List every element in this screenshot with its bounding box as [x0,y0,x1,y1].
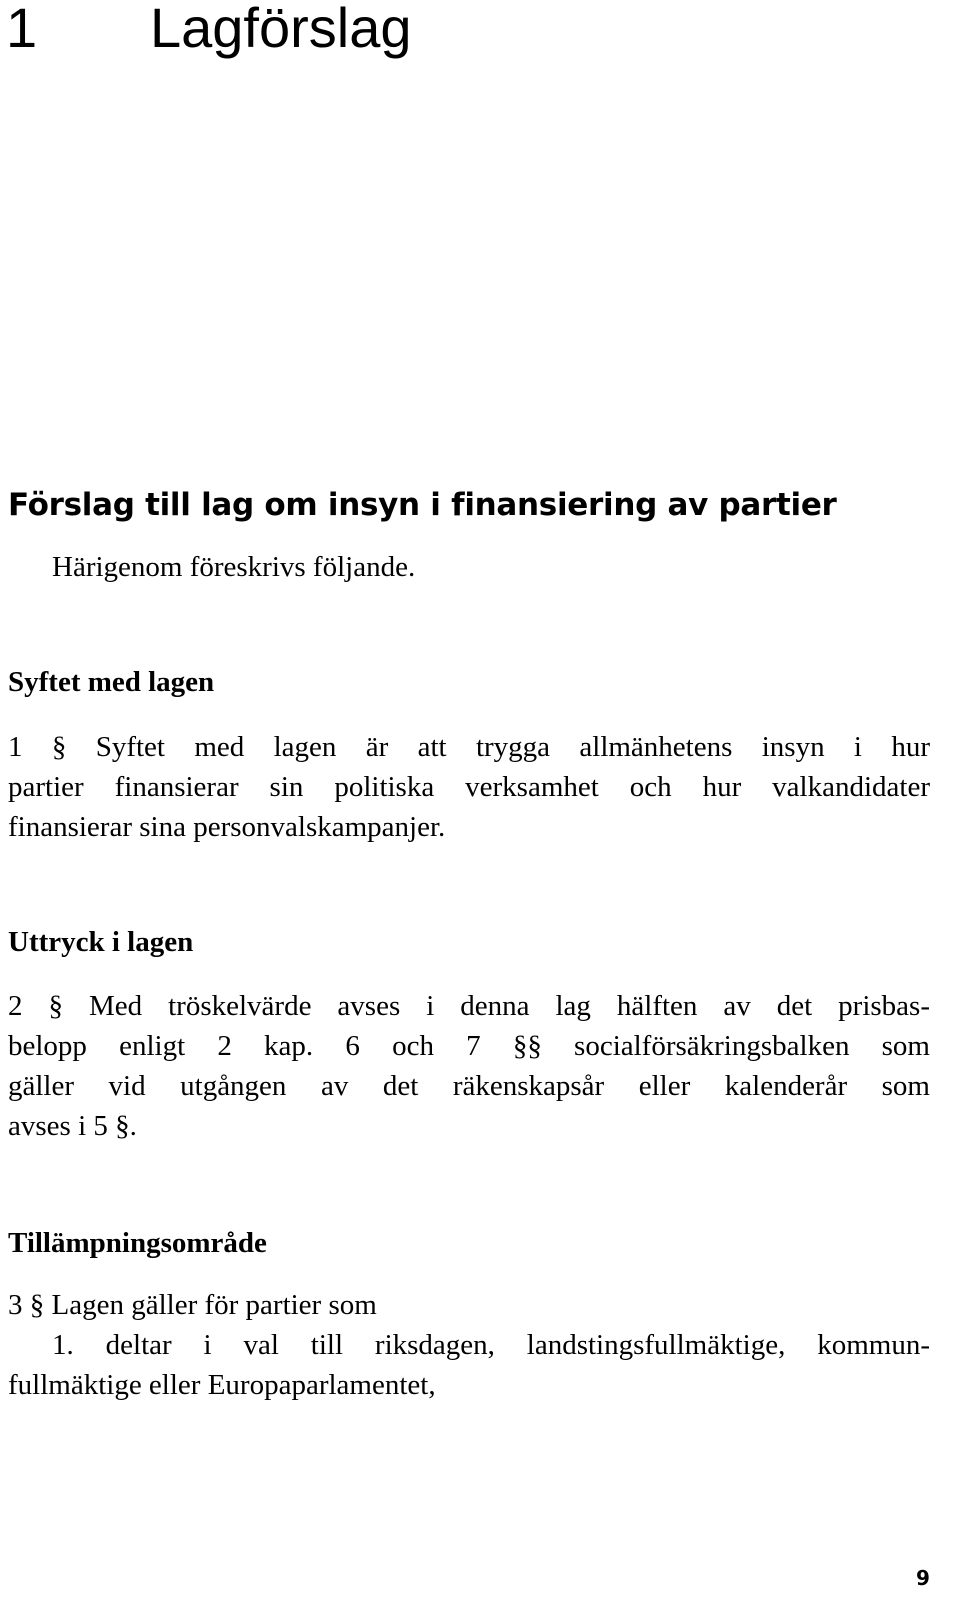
section-3-line: 3 § Lagen gäller för partier som [8,1289,377,1321]
section-1-line: partier finansierar sin politiska verksamhet och hur valkandidater [8,771,930,803]
section-1-paragraph [8,727,930,847]
page-number: 9 [916,1566,930,1590]
chapter-number: 1 [6,0,38,59]
section-2-line: avses i 5 §. [8,1110,137,1142]
section-1-line: 1 § Syftet med lagen är att trygga allmänhetens insyn i hur [8,731,930,763]
section-3-line: fullmäktige eller Europaparlamentet, [8,1369,436,1401]
heading-purpose: Syftet med lagen [8,666,215,698]
section-3-paragraph [8,1285,930,1405]
heading-scope: Tillämpningsområde [8,1227,267,1259]
section-2-line: belopp enligt 2 kap. 6 och 7 §§ socialförsäkringsbalken som [8,1030,930,1062]
section-2-line: gäller vid utgången av det räkenskapsår eller kalenderår som [8,1070,930,1102]
section-3-list-item: 1. deltar i val till riksdagen, landstingsfullmäktige, kommun- [52,1329,930,1361]
law-title: Förslag till lag om insyn i finansiering av partier [8,487,837,523]
chapter-title: Lagförslag [150,0,412,59]
law-intro: Härigenom föreskrivs följande. [52,551,416,583]
section-2-line: 2 § Med tröskelvärde avses i denna lag hälften av det prisbas- [8,990,930,1022]
section-1-line: finansierar sina personvalskampanjer. [8,811,446,843]
heading-terms: Uttryck i lagen [8,926,194,958]
section-2-paragraph [8,986,930,1146]
